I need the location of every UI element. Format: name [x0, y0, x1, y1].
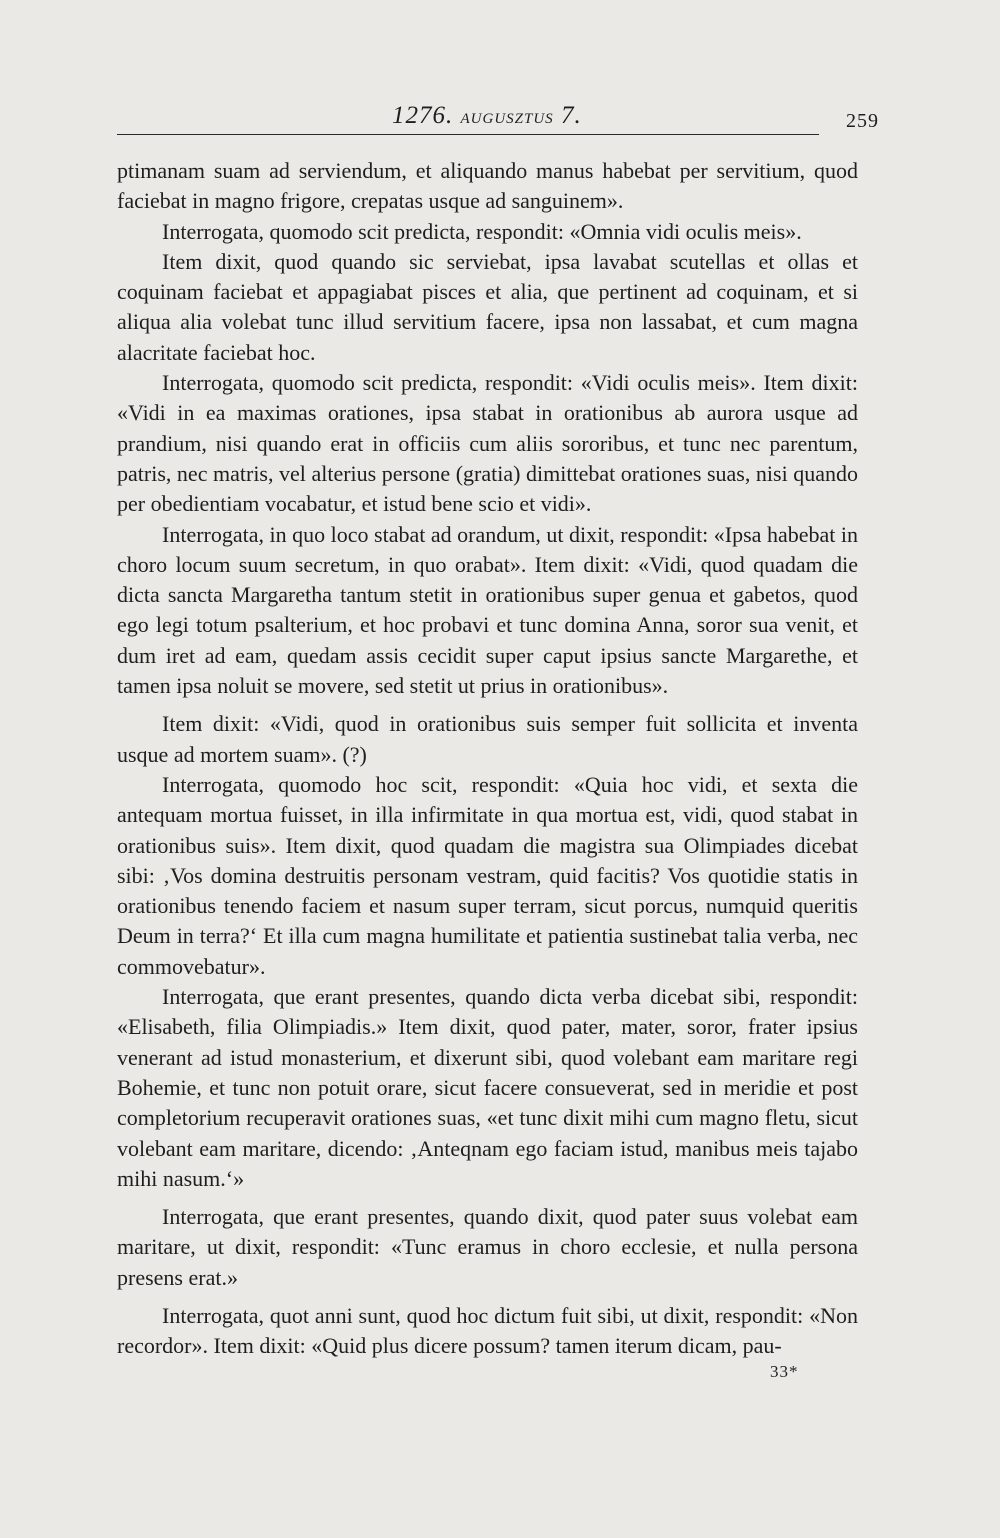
- header-year: 1276.: [392, 102, 454, 129]
- paragraph: Interrogata, quomodo scit predicta, respondit: «Omnia vidi oculis meis».: [162, 218, 802, 244]
- header-rule: [117, 134, 819, 135]
- paragraph: Interrogata, que erant presentes, quando dicta verba dicebat sibi, respondit: «Elisabeth, filia Olimpiadis.» Item dixit, quod pater, mater, soror, frater ipsius venerant ad istud monasterium, et dixerunt sibi, quod volebant eam maritare regi Bohemie, et tunc non potuit orare, sicut facere consueverat, sed in meridie et post completorium recuperavit orationes suas, «et tunc dixit mihi cum magno fletu, sicut volebant eam maritare, dicendo: ‚Anteqnam ego faciam istud, manibus meis tajabo mihi nasum.‘»: [117, 984, 858, 1191]
- paragraph: Interrogata, in quo loco stabat ad orandum, ut dixit, respondit: «Ipsa habebat in choro locum suum secretum, in quo orabat». Item dixit: «Vidi, quod quadam die dicta sancta Margaretha tantum stetit in orationibus super genua et gabetos, quod ego legi totum psalterium, et hoc probavi et tunc domina Anna, soror sua venit, et dum iret ad eam, quedam assis cecidit super caput ipsius sancte Margarethe, et tamen ipsa noluit se movere, sed stetit ut prius in orationibus».: [117, 521, 858, 699]
- paragraph: Interrogata, quot anni sunt, quod hoc dictum fuit sibi, ut dixit, respondit: «Non recordor». Item dixit: «Quid plus dicere possum? tamen iterum dicam, pau-: [117, 1302, 858, 1359]
- paragraph: Interrogata, que erant presentes, quando dixit, quod pater suus volebat eam maritare, ut dixit, respondit: «Tunc eramus in choro ecclesie, et nulla persona presens erat.»: [117, 1204, 858, 1290]
- header-day: 7.: [560, 102, 582, 129]
- header-month: AUGUSZTUS: [460, 111, 554, 127]
- body-text: [117, 156, 858, 1362]
- signature-mark: 33*: [770, 1362, 799, 1381]
- paragraph: Item dixit, quod quando sic serviebat, ipsa lavabat scutellas et ollas et coquinam faciebat et appagiabat pisces et alia, que pertinent ad coquinam, et si aliqua alia volebat tunc illud servitium facere, ipsa non lassabat, et cum magna alacritate faciebat hoc.: [117, 248, 858, 365]
- paragraph: Interrogata, quomodo hoc scit, respondit: «Quia hoc vidi, et sexta die antequam mortua fuisset, in illa infirmitate in qua mortua est, vidi, quod stabat in orationibus suis». Item dixit, quod quadam die magistra sua Olimpiades dicebat sibi: ‚Vos domina destruitis personam vestram, quid facitis? Vos quotidie statis in orationibus tenendo faciem et nasum super terram, sicut porcus, numquid queritis Deum in terra?‘ Et illa cum magna humilitate et patientia sustinebat talia verba, nec commovebatur».: [117, 771, 858, 979]
- page-number: 259: [846, 110, 879, 132]
- paragraph: Item dixit: «Vidi, quod in orationibus suis semper fuit sollicita et inventa usque ad mortem suam». (?): [117, 711, 858, 767]
- header-title: [392, 102, 582, 130]
- paragraph: Interrogata, quomodo scit predicta, respondit: «Vidi oculis meis». Item dixit: «Vidi in ea maximas orationes, ipsa stabat in orationibus ab aurora usque ad prandium, nisi quando erat in officiis cum aliis sororibus, et tunc nec parentum, patris, nec matris, vel alterius persone (gratia) dimittebat orationes suas, nisi quando per obedientiam vocabatur, et istud bene scio et vidi».: [117, 370, 858, 517]
- running-header: [117, 102, 879, 138]
- paragraph: ptimanam suam ad serviendum, et aliquando manus habebat per servitium, quod faciebat in magno frigore, crepatas usque ad sanguinem».: [117, 158, 858, 214]
